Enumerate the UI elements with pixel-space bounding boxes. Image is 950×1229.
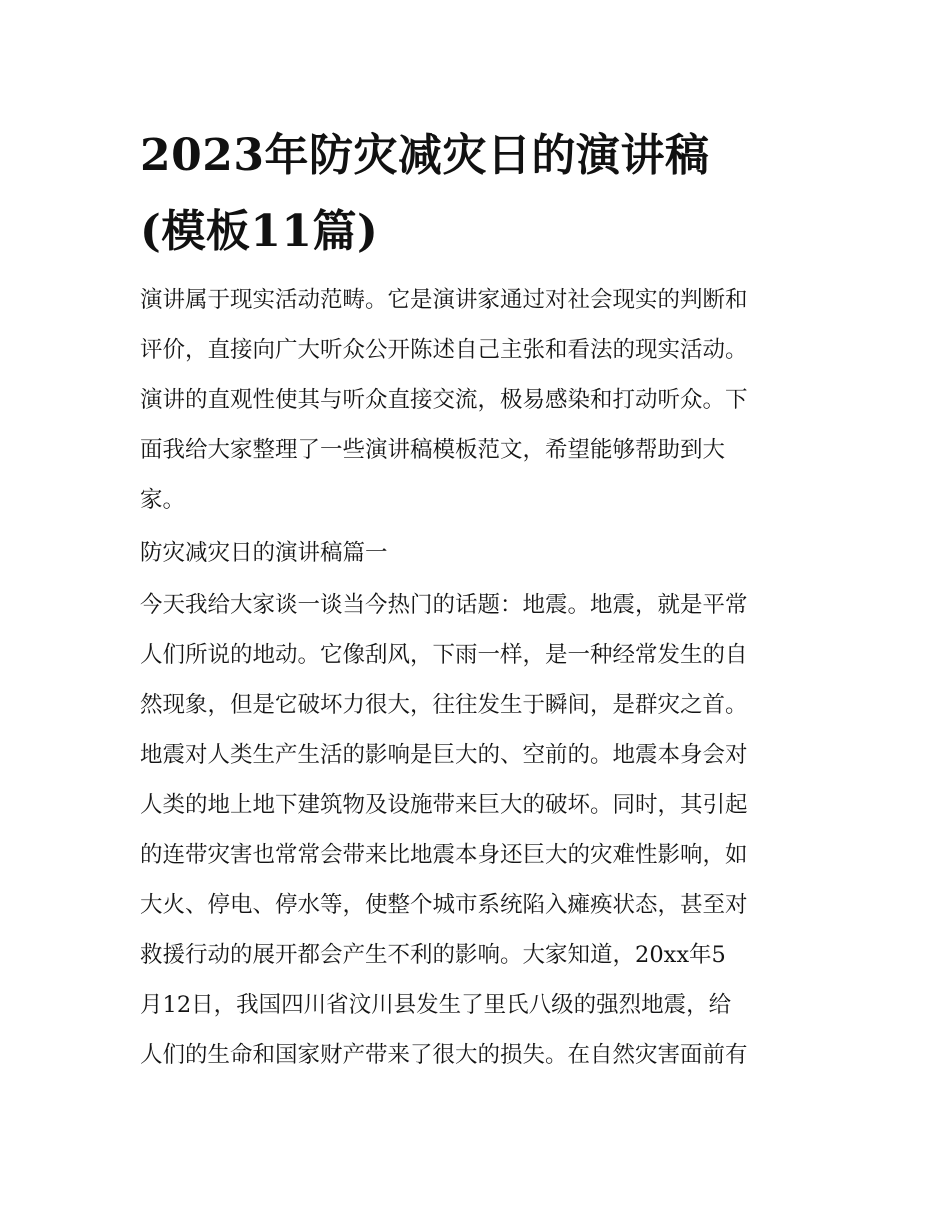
paragraph-line: 然现象，但是它破坏力很大，往往发生于瞬间，是群灾之首。: [140, 692, 748, 718]
paragraph-line: 人类的地上地下建筑物及设施带来巨大的破坏。同时，其引起: [140, 792, 748, 818]
paragraph-line: 演讲的直观性使其与听众直接交流，极易感染和打动听众。下: [140, 387, 748, 413]
paragraph-line: 人们的生命和国家财产带来了很大的损失。在自然灾害面前有: [140, 1042, 748, 1068]
paragraph-line: 面我给大家整理了一些演讲稿模板范文，希望能够帮助到大: [140, 437, 726, 463]
paragraph-line: 大火、停电、停水等，使整个城市系统陷入瘫痪状态，甚至对: [140, 892, 748, 918]
paragraph-line: 今天我给大家谈一谈当今热门的话题：地震。地震，就是平常: [140, 592, 748, 618]
paragraph-line: 救援行动的展开都会产生不利的影响。大家知道，20xx年5: [140, 942, 726, 968]
paragraph-line: 家。: [140, 487, 186, 513]
paragraph-line: 月12日，我国四川省汶川县发生了里氏八级的强烈地震，给: [140, 992, 732, 1018]
title-line: 2023年防灾减灾日的演讲稿: [140, 130, 710, 181]
title-line: (模板11篇): [140, 206, 379, 257]
paragraph-line: 评价，直接向广大听众公开陈述自己主张和看法的现实活动。: [140, 337, 748, 363]
paragraph-line: 的连带灾害也常常会带来比地震本身还巨大的灾难性影响，如: [140, 842, 748, 868]
paragraph-line: 人们所说的地动。它像刮风，下雨一样，是一种经常发生的自: [140, 642, 748, 668]
paragraph-line: 演讲属于现实活动范畴。它是演讲家通过对社会现实的判断和: [140, 287, 748, 313]
section-paragraph: [140, 580, 812, 1080]
document-title: [140, 118, 820, 270]
section-heading: 防灾减灾日的演讲稿篇一: [140, 540, 388, 566]
paragraph-line: 地震对人类生产生活的影响是巨大的、空前的。地震本身会对: [140, 742, 748, 768]
intro-paragraph: [140, 275, 812, 525]
